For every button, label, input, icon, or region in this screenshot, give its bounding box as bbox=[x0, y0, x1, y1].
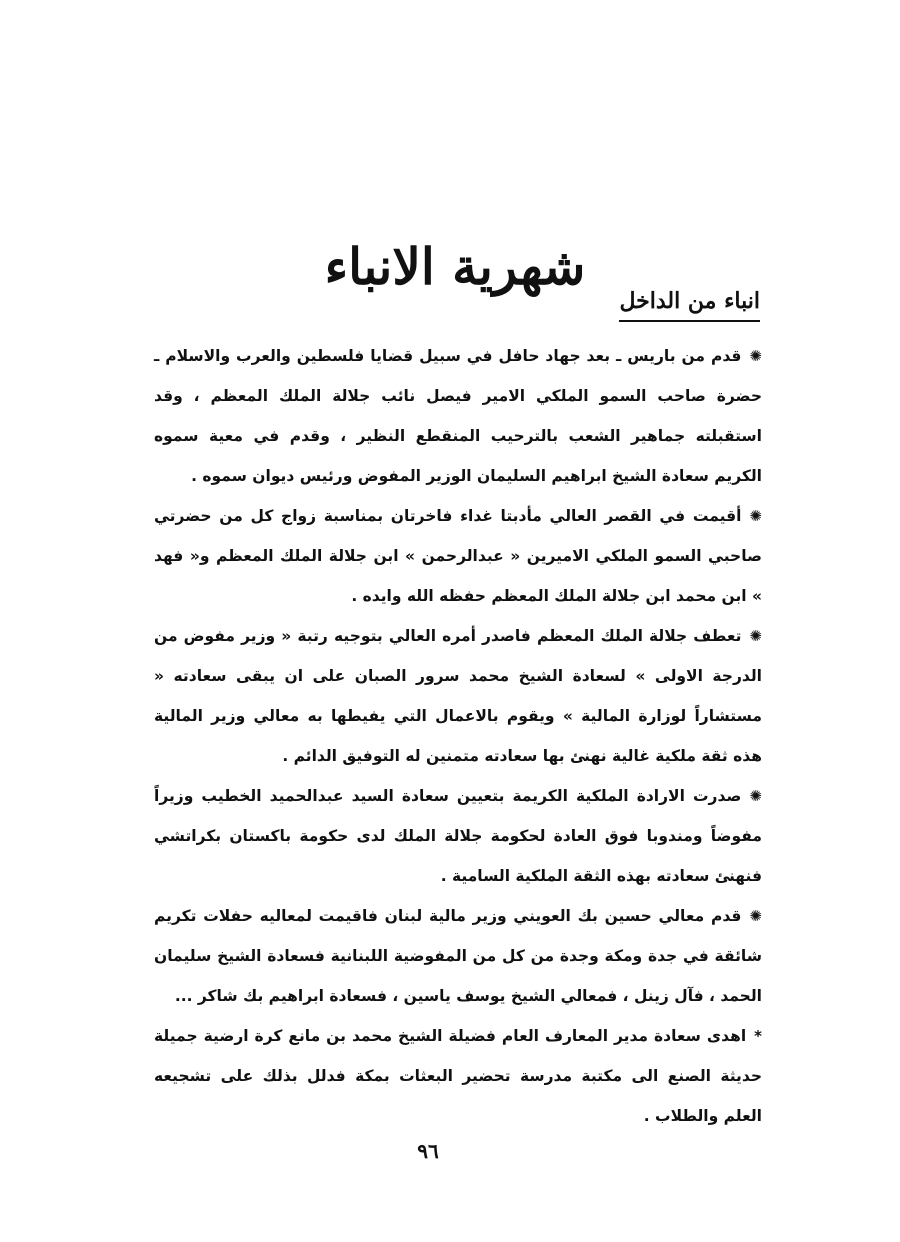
news-item bbox=[154, 496, 762, 616]
star-bullet-icon: ✺ bbox=[749, 907, 762, 925]
section-heading: انباء من الداخل bbox=[619, 284, 760, 322]
star-bullet-icon: ✺ bbox=[749, 507, 762, 525]
news-item bbox=[154, 616, 762, 776]
news-item bbox=[154, 776, 762, 896]
news-text: قدم من باريس ـ بعد جهاد حافل في سبيل قضايا فلسطين والعرب والاسلام ـ حضرة صاحب السمو الملكي الامير فيصل نائب جلالة الملك المعظم ، وقد استقبلته جماهير الشعب بالترحيب المنقطع النظير ، وقدم في معية سموه الكريم سعادة الشيخ ابراهيم السليمان الوزير المفوض ورئيس ديوان سموه . bbox=[154, 347, 762, 485]
news-text: صدرت الارادة الملكية الكريمة بتعيين سعادة السيد عبدالحميد الخطيب وزيراً مفوضاً ومندوبا فوق العادة لحكومة جلالة الملك لدى حكومة باكستان بكراتشي فنهنئ سعادته بهذه الثقة الملكية السامية . bbox=[154, 787, 762, 885]
news-text: اهدى سعادة مدير المعارف العام فضيلة الشيخ محمد بن مانع كرة ارضية جميلة حديثة الصنع الى مكتبة مدرسة تحضير البعثات بمكة فدلل بذلك على تشجيعه العلم والطلاب . bbox=[154, 1027, 762, 1125]
news-item bbox=[154, 336, 762, 496]
news-item bbox=[154, 896, 762, 1016]
page-number: ٩٦ bbox=[417, 1139, 439, 1163]
news-item bbox=[154, 1016, 762, 1136]
news-text: قدم معالي حسين بك العويني وزير مالية لبنان فاقيمت لمعاليه حفلات تكريم شائقة في جدة ومكة وجدة من كل من المفوضية اللبنانية فسعادة الشيخ سليمان الحمد ، فآل زينل ، فمعالي الشيخ يوسف ياسين ، فسعادة ابراهيم بك شاكر ... bbox=[154, 907, 762, 1005]
asterisk-bullet-icon: * bbox=[754, 1027, 762, 1045]
star-bullet-icon: ✺ bbox=[749, 787, 762, 805]
page-title: شهرية الانباء bbox=[324, 236, 586, 296]
news-list bbox=[154, 336, 762, 1136]
star-bullet-icon: ✺ bbox=[749, 627, 762, 645]
news-text: تعطف جلالة الملك المعظم فاصدر أمره العالي بتوجيه رتبة « وزير مفوض من الدرجة الاولى » لسعادة الشيخ محمد سرور الصبان على ان يبقى سعادته « مستشاراً لوزارة المالية » ويقوم بالاعمال التي يفيطها به معالي وزير المالية هذه ثقة ملكية غالية نهنئ بها سعادته متمنين له التوفيق الدائم . bbox=[154, 627, 762, 765]
star-bullet-icon: ✺ bbox=[749, 347, 762, 365]
news-text: أقيمت في القصر العالي مأدبتا غداء فاخرتان بمناسبة زواج كل من حضرتي صاحبي السمو الملكي الاميرين « عبدالرحمن » ابن جلالة الملك المعظم و« فهد » ابن محمد ابن جلالة الملك المعظم حفظه الله وايده . bbox=[154, 507, 762, 605]
